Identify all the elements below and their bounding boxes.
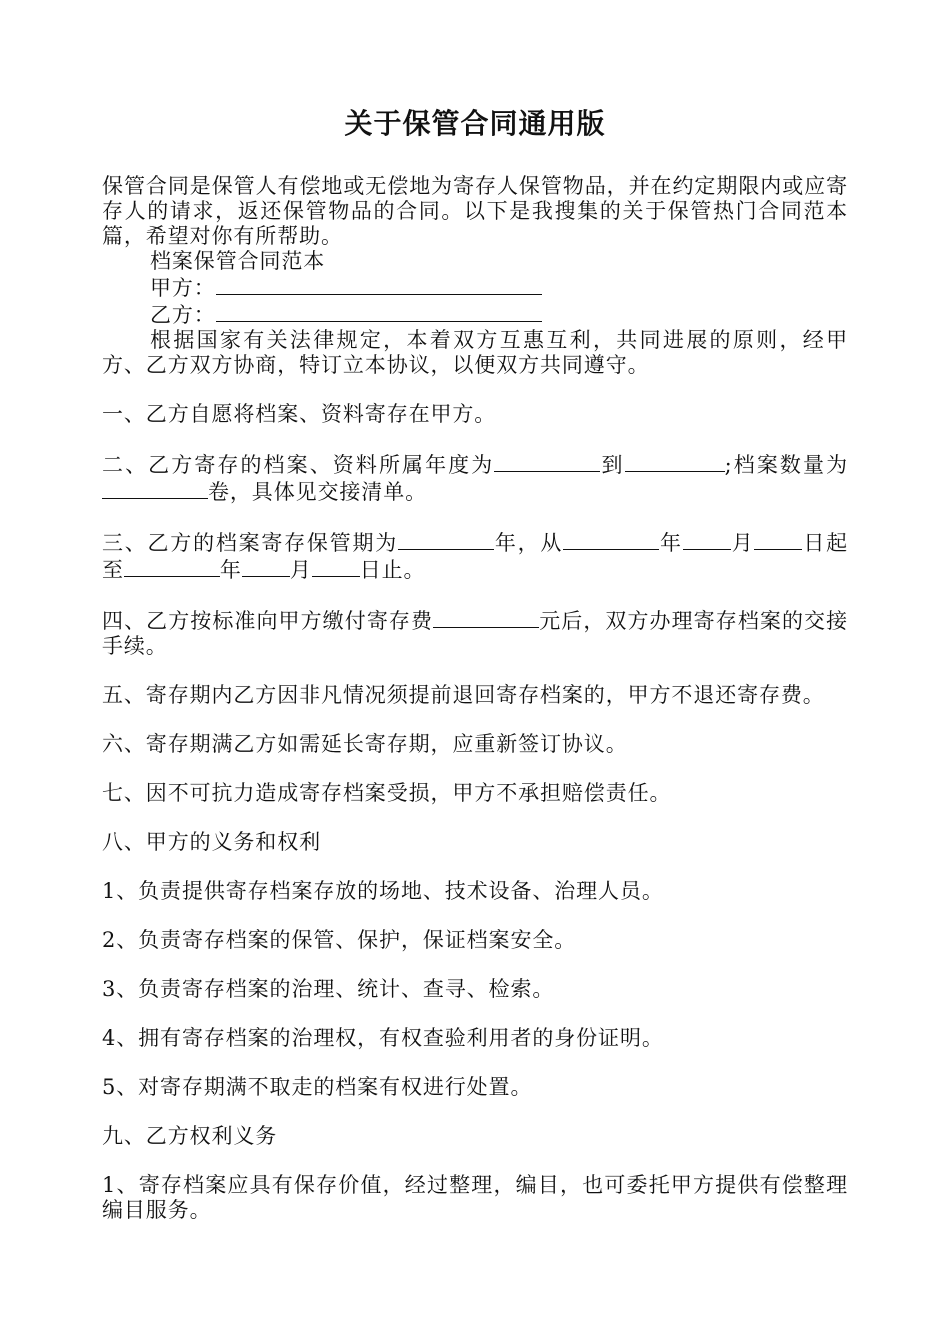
period-years-blank — [398, 529, 494, 550]
clause-8-item-2: 2、负责寄存档案的保管、保护，保证档案安全。 — [102, 928, 577, 952]
fee-blank — [433, 607, 539, 628]
clause-3-text-h: 日止。 — [359, 558, 426, 582]
clause-2-text-d: 卷，具体见交接清单。 — [208, 480, 427, 504]
party-b-label: 乙方： — [150, 303, 216, 327]
contract-subtitle: 档案保管合同范本 — [150, 249, 326, 273]
party-a-line — [102, 274, 848, 301]
clause-8-item-3: 3、负责寄存档案的治理、统计、查寻、检索。 — [102, 977, 555, 1001]
clause-8-item-5: 5、对寄存期满不取走的档案有权进行处置。 — [102, 1075, 533, 1099]
clause-4-text-a: 四、乙方按标准向甲方缴付寄存费 — [102, 609, 434, 633]
clause-5: 五、寄存期内乙方因非凡情况须提前退回寄存档案的，甲方不退还寄存费。 — [102, 683, 825, 707]
clause-1: 一、乙方自愿将档案、资料寄存在甲方。 — [102, 402, 497, 426]
party-b-line — [102, 301, 848, 328]
party-a-label: 甲方： — [150, 276, 216, 300]
party-a-blank — [216, 274, 542, 295]
preamble-paragraph: 根据国家有关法律规定，本着双方互惠互利，共同进展的原则，经甲方、乙方双方协商，特订立本协议，以便双方共同遵守。 — [102, 328, 848, 377]
start-year-blank — [563, 529, 659, 550]
year-to-blank — [625, 451, 725, 472]
clause-8-heading: 八、甲方的义务和权利 — [102, 830, 321, 854]
party-b-blank — [216, 301, 542, 322]
clause-8-item-1: 1、负责提供寄存档案存放的场地、技术设备、治理人员。 — [102, 879, 664, 903]
end-month-blank — [242, 556, 290, 577]
start-month-blank — [683, 529, 731, 550]
start-day-blank — [754, 529, 802, 550]
clause-4-text-b: 元后，双方办理寄存档案的交接手续。 — [102, 609, 848, 658]
clause-3-text-g: 月 — [289, 558, 312, 582]
year-from-blank — [494, 451, 600, 472]
clause-4 — [102, 607, 848, 659]
volume-count-blank — [102, 478, 208, 499]
clause-6: 六、寄存期满乙方如需延长寄存期，应重新签订协议。 — [102, 732, 628, 756]
clause-2-text-a: 二、乙方寄存的档案、资料所属年度为 — [102, 453, 495, 477]
end-year-blank — [124, 556, 220, 577]
clause-8-item-4: 4、拥有寄存档案的治理权，有权查验利用者的身份证明。 — [102, 1026, 664, 1050]
document-title: 关于保管合同通用版 — [344, 107, 606, 140]
clause-2-text-c: ;档案数量为 — [724, 453, 848, 477]
end-day-blank — [312, 556, 360, 577]
clause-2 — [102, 451, 848, 505]
clause-3-text-a: 三、乙方的档案寄存保管期为 — [102, 531, 398, 555]
clause-3-text-c: 年 — [659, 531, 683, 555]
clause-3 — [102, 529, 848, 583]
clause-7: 七、因不可抗力造成寄存档案受损，甲方不承担赔偿责任。 — [102, 781, 672, 805]
clause-9-item-1: 1、寄存档案应具有保存价值，经过整理，编目，也可委托甲方提供有偿整理编目服务。 — [102, 1173, 848, 1222]
clause-3-text-e: 日起至 — [102, 531, 849, 582]
clause-9-heading: 九、乙方权利义务 — [102, 1124, 278, 1148]
clause-3-text-b: 年，从 — [494, 531, 564, 555]
clause-3-text-f: 年 — [219, 558, 242, 582]
clause-2-text-b: 到 — [600, 453, 625, 477]
clause-3-text-d: 月 — [730, 531, 755, 555]
intro-paragraph: 保管合同是保管人有偿地或无偿地为寄存人保管物品，并在约定期限内或应寄存人的请求，返还保管物品的合同。以下是我搜集的关于保管热门合同范本篇，希望对你有所帮助。 — [102, 174, 848, 248]
